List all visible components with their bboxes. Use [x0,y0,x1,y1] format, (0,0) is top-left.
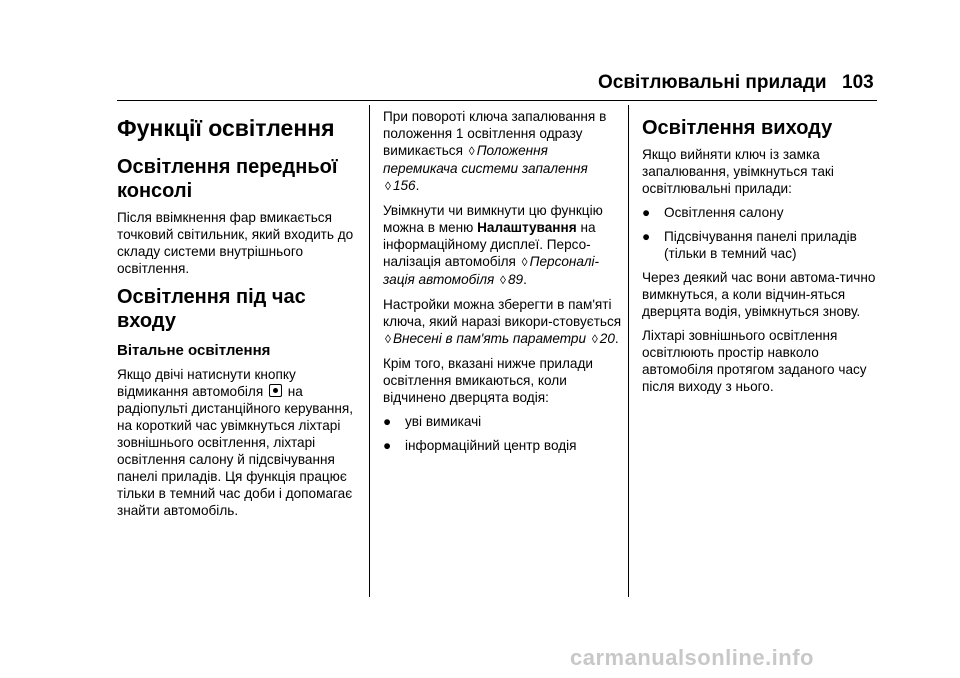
paragraph: Крім того, вказані нижче прилади освітлення вмикаються, коли відчинено дверцята водія: [383,356,593,405]
paragraph: Якщо вийняти ключ із замка запалювання, увімкнуться такі освітлювальні прилади: [642,147,834,196]
column-middle [383,108,623,461]
header-rule [117,100,877,101]
column-divider [369,105,370,597]
bullet-icon: ● [383,438,392,453]
period: . [614,331,619,346]
list-item [383,437,623,454]
page-reference[interactable]: 20 [599,331,615,346]
list-item [642,204,882,221]
column-right [642,108,882,402]
text: на радіопульті дистанційного керування, на короткий час увімкнуться ліхтарі зовнішнього освітлення, ліхтарі освітлення салону й підсвічування панелі приладів. Ця функція працює тільки в темний час доби і допомагає знайти автомобіль. [117,384,354,518]
paragraph [117,366,362,519]
page-number: 103 [842,72,874,93]
arrow-reference-icon: ◊ [591,332,598,346]
page-reference[interactable]: 156 [392,178,416,193]
paragraph: Ліхтарі зовнішнього освітлення освітлюють простір навколо автомобіля протягом заданого часу після виходу з нього. [642,328,867,394]
arrow-reference-icon: ◊ [521,255,528,269]
text: на інформаційному дисплеї. Персо-налізація автомобіля [383,220,596,269]
text: При повороті ключа запалювання в положення 1 освітлення одразу вимикається [383,109,607,158]
unlock-icon [269,384,282,397]
column-left [117,108,362,526]
page-reference[interactable]: 89 [507,272,524,287]
running-header-title: Освітлювальні прилади [598,72,827,93]
text: Настройки можна зберегти в пам'яті ключа, який наразі викори-стовується [383,297,622,329]
list-item-text: інформаційний центр водія [405,438,577,453]
list-item [642,228,882,262]
list-item-text: уві вимикачі [405,414,482,429]
text: Увімкнути чи вимкнути цю функцію можна в меню [383,203,603,235]
paragraph [383,296,623,348]
column-divider [628,105,629,597]
paragraph: Через деякий час вони автома-тично вимкнуться, а коли відчин-яться дверцята водія, увімкнуться знову. [642,270,876,319]
text: Якщо двічі натиснути кнопку відмикання автомобіля [117,367,296,399]
arrow-reference-icon: ◊ [385,179,391,193]
menu-name: Налаштування [477,220,577,235]
arrow-reference-icon: ◊ [500,273,506,287]
arrow-reference-icon: ◊ [468,144,475,158]
period: . [415,178,420,193]
section-heading: Освітлення під час входу [117,286,306,332]
paragraph: Після ввімкнення фар вмикається точковий світильник, який входить до складу системи внутрішнього освітлення. [117,210,354,276]
watermark: carmanualsonline.info [570,645,814,670]
list-item-text: Освітлення салону [664,205,784,220]
cross-reference-link[interactable]: Положення перемикача системи запалення [383,143,588,176]
subsection-heading: Вітальне освітлення [117,342,271,359]
period: . [523,272,527,287]
list-item-text: Підсвічування панелі приладів (тільки в темний час) [664,229,857,261]
bullet-icon: ● [642,229,651,244]
arrow-reference-icon: ◊ [385,332,391,346]
list-item [383,413,623,430]
section-heading: Освітлення передньої консолі [117,156,338,202]
paragraph [383,202,623,289]
chapter-heading: Функції освітлення [117,115,335,141]
section-heading: Освітлення виходу [642,117,833,139]
bullet-icon: ● [383,414,392,429]
bullet-icon: ● [642,205,651,220]
paragraph [383,108,623,195]
cross-reference-link[interactable]: Персоналі-зація автомобіля [383,254,600,287]
cross-reference-link[interactable]: Внесені в пам'ять параметри [392,331,587,346]
